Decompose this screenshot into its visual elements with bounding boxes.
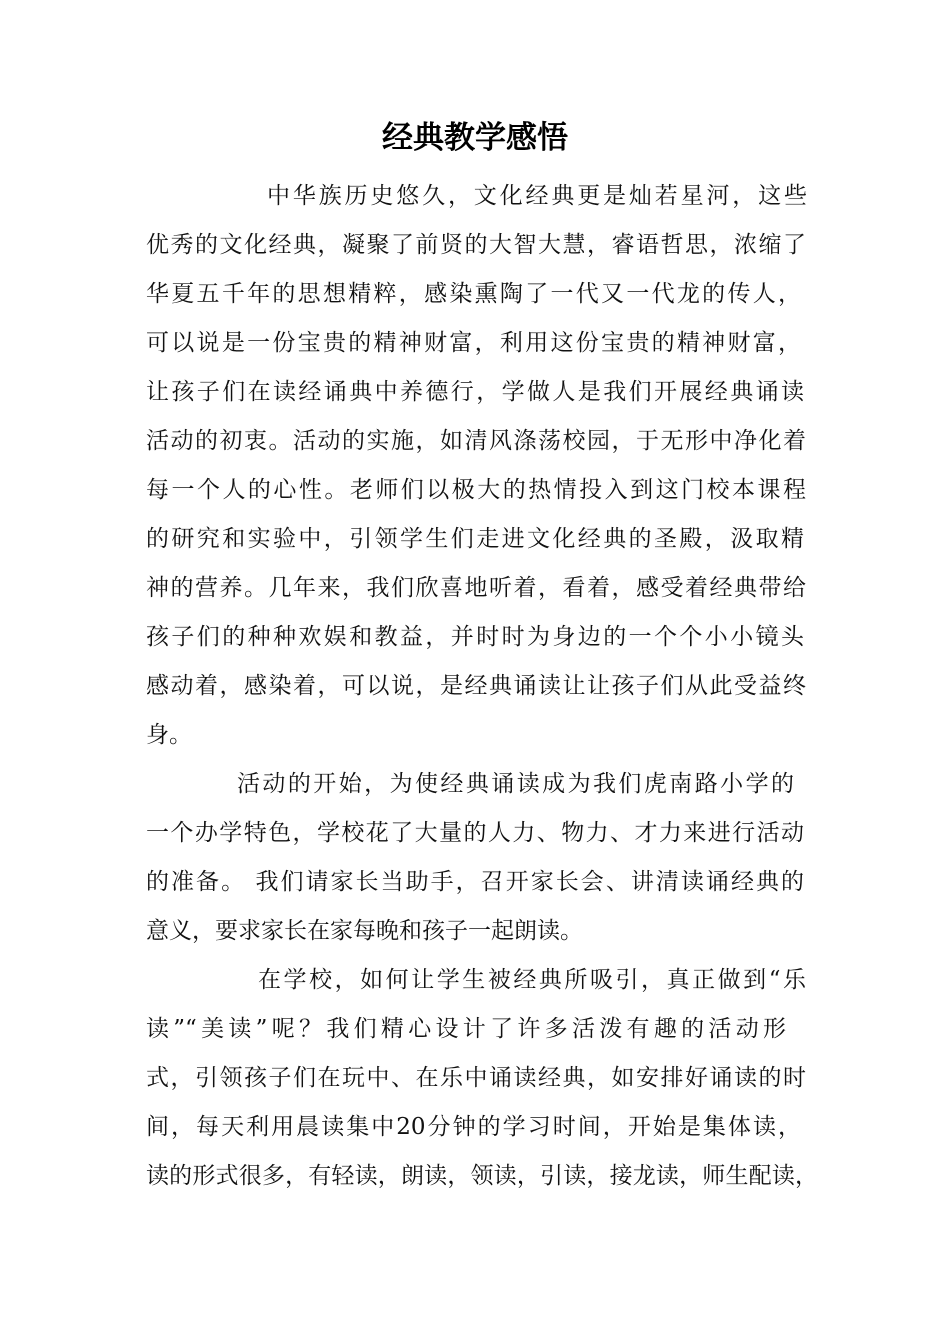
text-line: 让孩子们在读经诵典中养德行，学做人是我们开展经典诵读 — [146, 379, 804, 405]
text-line: 意义，要求家长在家每晚和孩子一起朗读。 — [146, 918, 583, 944]
text-line: 神的营养。几年来，我们欣喜地听着，看着，感受着经典带给 — [146, 575, 806, 601]
text-line: 优秀的文化经典，凝聚了前贤的大智大慧，睿语哲思，浓缩了 — [146, 232, 806, 258]
text-line: 读”“美读”呢？我们精心设计了许多活泼有趣的活动形 — [146, 1016, 786, 1042]
text-line: 感动着，感染着，可以说，是经典诵读让让孩子们从此受益终 — [146, 673, 806, 699]
text-line: 在学校，如何让学生被经典所吸引，真正做到“乐 — [258, 967, 806, 993]
text-line: 的研究和实验中，引领学生们走进文化经典的圣殿，汲取精 — [146, 526, 804, 552]
text-line: 可以说是一份宝贵的精神财富，利用这份宝贵的精神财富， — [146, 330, 801, 356]
document-title: 经典教学感悟 — [382, 120, 568, 156]
text-line: 的准备。 我们请家长当助手，召开家长会、讲清读诵经典的 — [146, 869, 804, 895]
text-line: 每一个人的心性。老师们以极大的热情投入到这门校本课程 — [146, 477, 806, 503]
text-line: 间，每天利用晨读集中20分钟的学习时间，开始是集体读， — [146, 1114, 801, 1140]
text-line: 华夏五千年的思想精粹，感染熏陶了一代又一代龙的传人， — [146, 281, 801, 307]
text-line: 身。 — [146, 722, 192, 748]
text-line: 式，引领孩子们在玩中、在乐中诵读经典，如安排好诵读的时 — [146, 1065, 806, 1091]
text-line: 孩子们的种种欢娱和教益，并时时为身边的一个个小小镜头 — [146, 624, 804, 650]
text-line: 读的形式很多，有轻读，朗读，领读，引读，接龙读，师生配读， — [146, 1163, 818, 1189]
text-line: 活动的初衷。活动的实施，如清风涤荡校园，于无形中净化着 — [146, 428, 806, 454]
text-line: 一个办学特色，学校花了大量的人力、物力、才力来进行活动 — [146, 820, 804, 846]
text-line: 活动的开始，为使经典诵读成为我们虎南路小学的 — [237, 771, 794, 797]
text-line: 中华族历史悠久，文化经典更是灿若星河，这些 — [267, 183, 807, 209]
